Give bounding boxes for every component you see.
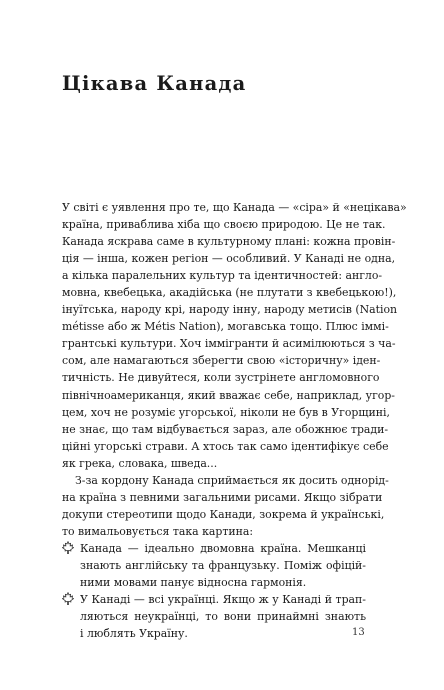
- text-line: ляються неукраїнці, то вони принаймні знають: [80, 610, 366, 624]
- page-number: 13: [352, 627, 365, 638]
- text-line: З-за кордону Канада сприймається як досить однорід-: [75, 473, 389, 487]
- text-line: грантські культури. Хоч іммігранти й асимілюються з ча-: [62, 337, 396, 351]
- chapter-title: Цікава Канада: [62, 72, 247, 95]
- text-line: знають англійську та французьку. Поміж офіцій-: [80, 558, 366, 572]
- text-line: не знає, що там відбувається зараз, але обожнює тради-: [62, 422, 389, 436]
- text-line: сом, але намагаються зберегти свою «історичну» іден-: [62, 354, 381, 368]
- text-line: інуїтська, народу крі, народу інну, народу метисів (Nation: [62, 303, 398, 317]
- text-line: Канада яскрава саме в культурному плані: кожна провін-: [62, 235, 396, 249]
- paragraph-1: [62, 199, 407, 472]
- text-line: тичність. Не дивуйтеся, коли зустрінете англомовного: [62, 371, 380, 385]
- text-line: як грека, словака, шведа...: [62, 456, 218, 470]
- text-line: métisse або ж Métis Nation), могавська тощо. Плюс іммі-: [62, 320, 389, 334]
- text-line: У світі є уявлення про те, що Канада — «сіра» й «нецікава»: [62, 201, 407, 214]
- text-line: Канада — ідеально двомовна країна. Мешканці: [80, 541, 366, 555]
- paragraph-2: [62, 472, 389, 540]
- text-line: країна, приваблива хіба що своєю природою. Це не так.: [62, 218, 386, 232]
- body-text: [62, 199, 407, 642]
- text-line: на країна з певними загальними рисами. Якщо зібрати: [62, 490, 383, 504]
- text-line: докупи стереотипи щодо Канади, зокрема й українські,: [62, 507, 385, 521]
- maple-leaf-icon: [62, 592, 74, 606]
- text-line: цем, хоч не розуміє угорської, ніколи не був в Угорщині,: [62, 405, 390, 419]
- text-line: ція — інша, кожен регіон — особливий. У Канаді не одна,: [62, 252, 396, 266]
- bullet-item-2: [62, 591, 366, 642]
- maple-leaf-icon: [62, 541, 74, 555]
- text-line: мовна, квебецька, акадійська (не плутати з квебецькою!),: [62, 286, 397, 300]
- text-line: У Канаді — всі українці. Якщо ж у Канаді й трап-: [80, 593, 366, 607]
- text-line: північноамериканця, який вважає себе, наприклад, угор-: [62, 388, 395, 402]
- text-line: і люблять Україну.: [80, 627, 188, 641]
- text-line: ними мовами панує відносна гармонія.: [80, 576, 307, 590]
- text-line: ційні угорські страви. А хтось так само ідентифікує себе: [62, 439, 389, 453]
- text-line: а кілька паралельних культур та ідентичностей: англо-: [62, 269, 383, 283]
- text-line: то вимальовується така картина:: [62, 524, 254, 538]
- bullet-item-1: [62, 540, 366, 591]
